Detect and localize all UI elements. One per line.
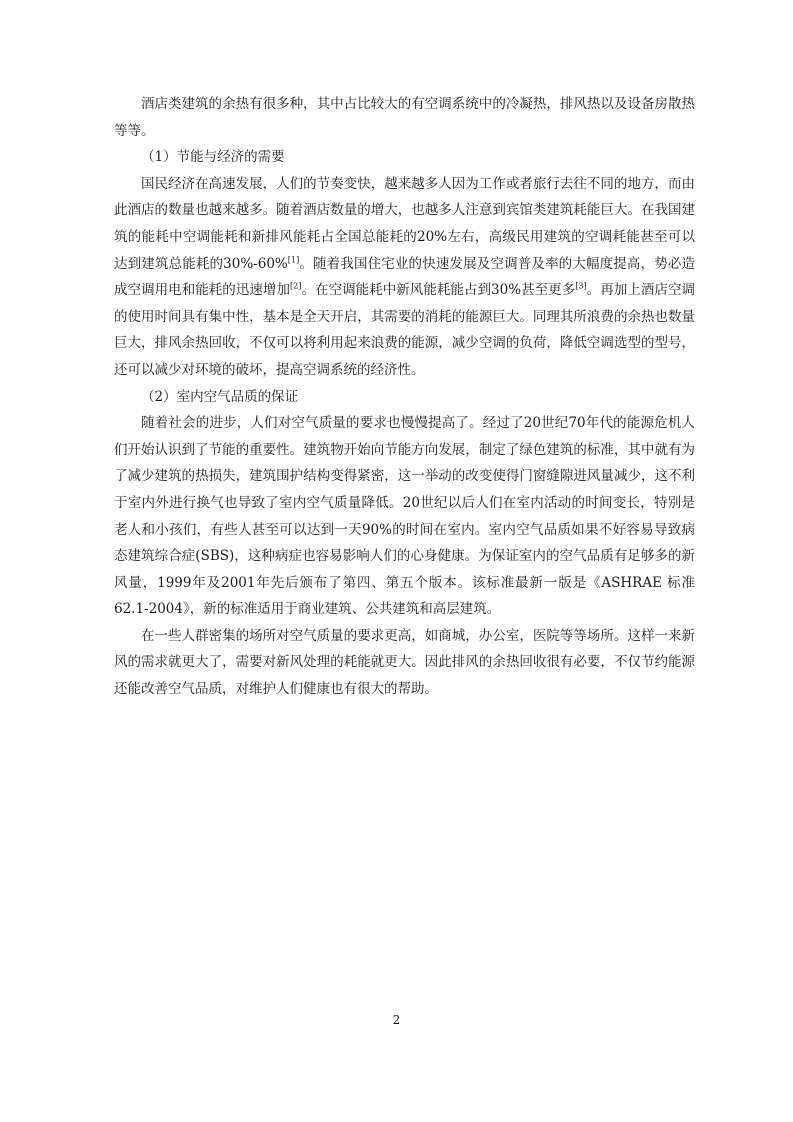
paragraph-text: 。随着我国住宅业的快速发展及空调普及率的大幅度提高，势必造成空调用电和能耗的迅速增加 <box>114 255 696 299</box>
citation-ref-1: [1] <box>287 254 300 265</box>
page-number: 2 <box>392 1013 401 1027</box>
citation-ref-2: [2] <box>290 280 302 291</box>
section-heading-energy-economy: （1）节能与经济的需要 <box>141 149 285 166</box>
ventilation-demand-paragraph: 在一些人群密集的场所对空气质量的要求更高，如商城，办公室，医院等等场所。这样一来新风的需求就更大了，需要对新风处理的耗能就更大。因此排风的余热回收很有必要，不仅节约能源还能改善空气品质，对维护人们健康也有很大的帮助。 <box>114 627 695 698</box>
energy-economy-paragraph <box>114 171 695 384</box>
section-heading-indoor-air-quality: （2）室内空气品质的保证 <box>141 388 299 405</box>
indoor-air-paragraph: 随着社会的进步，人们对空气质量的要求也慢慢提高了。经过了20世纪70年代的能源危机人们开始认识到了节能的重要性。建筑物开始向节能方向发展，制定了绿色建筑的标准，其中就有为了减少建筑的热损失，建筑围护结构变得紧密，这一举动的改变使得门窗缝隙进风量减少，这不利于室内外进行换气也导致了室内空气质量降低。20世纪以后人们在室内活动的时间变长，特别是老人和小孩们，有些人甚至可以达到一天90%的时间在室内。室内空气品质如果不好容易导致病态建筑综合症(SBS)，这种病症也容易影响人们的心身健康。为保证室内的空气品质有足够多的新风量，1999年及2001年先后颁布了第四、第五个版本。该标准最新一版是《ASHRAE 标准 62.1-2004》，新的标准适用于商业建筑、公共建筑和高层建筑。 <box>114 415 695 618</box>
paragraph-text: 国民经济在高速发展，人们的节奏变快，越来越多人因为工作或者旅行去往不同的地方，而由此酒店的数量也越来越多。随着酒店数量的增大，也越多人注意到宾馆类建筑耗能巨大。在我国建筑的能耗中空调能耗和新排风能耗占全国总能耗的20%左右，高级民用建筑的空调耗能甚至可以达到建筑总能耗的30%-60% <box>114 175 695 272</box>
citation-ref-3: [3] <box>575 280 587 291</box>
paragraph-text: 。再加上酒店空调的使用时间具有集中性，基本是全天开启，其需要的消耗的能源巨大。同理其所浪费的余热也数量巨大，排风余热回收，不仅可以将利用起来浪费的能源，减少空调的负荷，降低空调选型的型号，还可以减少对环境的破坏，提高空调系统的经济性。 <box>114 282 696 378</box>
paragraph-text: 。在空调能耗中新风能耗能占到30%甚至更多 <box>301 282 576 299</box>
intro-paragraph: 酒店类建筑的余热有很多种，其中占比较大的有空调系统中的冷凝热，排风热以及设备房散热等等。 <box>114 96 695 139</box>
document-body <box>114 91 695 703</box>
